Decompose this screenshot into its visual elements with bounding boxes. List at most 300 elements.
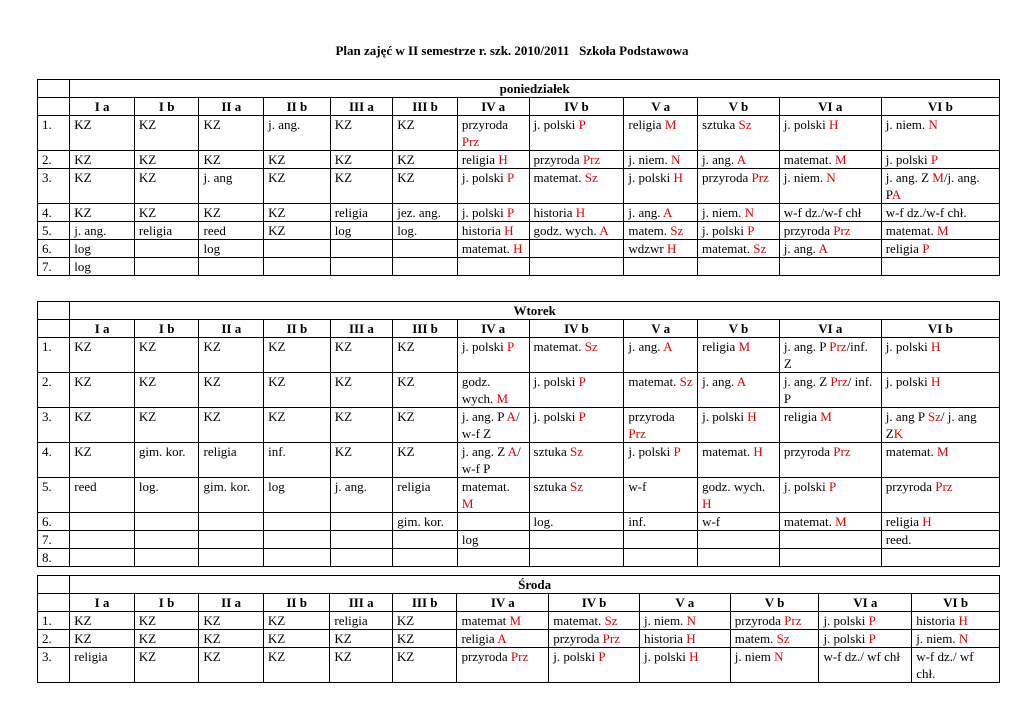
subject-name: inf. [268, 444, 286, 459]
lesson-cell [529, 240, 624, 258]
class-header-row [38, 98, 1000, 116]
lesson-cell [779, 169, 881, 204]
lesson-cell [698, 549, 780, 567]
lesson-cell [457, 116, 529, 151]
lesson-cell [457, 338, 529, 373]
lesson-cell [881, 204, 999, 222]
subject-name: KZ [334, 170, 353, 185]
lesson-cell [264, 222, 331, 240]
subject-name: KZ [74, 409, 92, 424]
lesson-cell [134, 338, 199, 373]
subject-name: gim. kor. [397, 514, 444, 529]
subject-name: j. niem. [916, 631, 956, 646]
teacher-code: P [578, 409, 586, 424]
lesson-cell [730, 612, 819, 630]
lesson-cell [881, 443, 999, 478]
teacher-code: H [575, 205, 586, 220]
subject-name: j. ang. Z [783, 374, 828, 389]
day-row [38, 302, 1000, 320]
lesson-cell [624, 478, 698, 513]
lesson-number: 5. [38, 478, 70, 513]
lesson-cell [779, 338, 881, 373]
class-column-header: I b [134, 98, 199, 116]
lesson-cell [330, 443, 393, 478]
lesson-cell [779, 513, 881, 531]
subject-name: sztuka [702, 117, 736, 132]
teacher-code: H [702, 496, 712, 511]
subject-name: KZ [334, 374, 353, 389]
lesson-number: 2. [38, 373, 70, 408]
subject-name: KZ [74, 205, 92, 220]
lesson-cell [393, 443, 458, 478]
subject-name: jez. ang. [397, 205, 441, 220]
subject-name: przyroda [461, 649, 508, 664]
lesson-cell [779, 151, 881, 169]
lesson-row [38, 408, 1000, 443]
subject-name: j. polski [702, 409, 744, 424]
subject-name: j. niem [734, 649, 771, 664]
subject-name: reed. [885, 532, 912, 547]
lesson-row [38, 612, 1000, 630]
lesson-cell [70, 204, 135, 222]
page-title: Plan zajęć w II semestrze r. szk. 2010/2011 Szkoła Podstawowa [335, 43, 689, 58]
teacher-code: A [736, 374, 747, 389]
lesson-cell [199, 630, 264, 648]
day-row [38, 80, 1000, 98]
lesson-cell [263, 630, 330, 648]
lesson-cell [698, 478, 780, 513]
subject-name: godz. wych. [533, 223, 597, 238]
day-header: poniedziałek [70, 80, 1000, 98]
lesson-cell [330, 513, 393, 531]
lesson-cell [549, 648, 640, 683]
lesson-cell [457, 258, 529, 276]
teacher-code: Sz [604, 613, 618, 628]
lesson-cell [199, 222, 264, 240]
lesson-cell [330, 169, 393, 204]
subject-name: KZ [74, 444, 92, 459]
class-column-header: IV b [529, 98, 624, 116]
lesson-cell [457, 240, 529, 258]
lesson-cell [70, 648, 135, 683]
lesson-cell [264, 531, 331, 549]
lesson-cell [698, 151, 780, 169]
subject-name: KZ [396, 613, 415, 628]
subject-name: j. ang. [268, 117, 301, 132]
teacher-code: P [598, 649, 606, 664]
subject-name: KZ [203, 409, 221, 424]
teacher-code: P [828, 479, 837, 494]
lesson-row [38, 630, 1000, 648]
subject-name: inf. [628, 514, 647, 529]
lesson-cell [70, 443, 135, 478]
lesson-cell [881, 549, 999, 567]
subject-name: j. ang. [334, 479, 367, 494]
lesson-cell [624, 222, 698, 240]
teacher-code: Sz [738, 117, 752, 132]
lesson-cell [199, 151, 264, 169]
subject-name: j. polski [823, 631, 866, 646]
lesson-number: 2. [38, 630, 70, 648]
subject-name: j. polski [533, 409, 576, 424]
subject-name: KZ [74, 631, 92, 646]
subject-name: j. niem. [885, 117, 926, 132]
class-column-header: I a [70, 594, 135, 612]
subject-name: matemat. [702, 444, 751, 459]
lesson-cell [199, 531, 264, 549]
class-column-header: III a [330, 98, 393, 116]
lesson-cell [529, 513, 624, 531]
teacher-code: M [835, 514, 847, 529]
day-header: Środa [70, 576, 1000, 594]
lesson-row [38, 240, 1000, 258]
subject-name: / inf. P [783, 374, 873, 406]
lesson-cell [549, 630, 640, 648]
lesson-number: 1. [38, 338, 70, 373]
lesson-row [38, 338, 1000, 373]
teacher-code: P [922, 241, 930, 256]
lesson-cell [70, 513, 135, 531]
subject-name: KZ [396, 649, 415, 664]
teacher-code: A [497, 631, 507, 646]
lesson-cell [624, 169, 698, 204]
teacher-code: Prz [833, 444, 851, 459]
subject-name: KZ [397, 374, 415, 389]
subject-name: log [203, 241, 221, 256]
subject-name: matemat. [461, 479, 510, 494]
subject-name: log [74, 241, 91, 256]
subject-name: KZ [203, 374, 221, 389]
row-number-cell [38, 594, 70, 612]
subject-name: j. polski [643, 649, 686, 664]
lesson-cell [624, 531, 698, 549]
subject-name: j. polski [628, 444, 671, 459]
lesson-cell [264, 443, 331, 478]
row-number-cell [38, 320, 70, 338]
lesson-cell [549, 612, 640, 630]
teacher-code: Sz [670, 223, 684, 238]
lesson-number: 7. [38, 531, 70, 549]
subject-name: /j. ang. P [885, 170, 980, 202]
teacher-code: H [513, 241, 523, 256]
lesson-cell [881, 373, 999, 408]
lesson-cell [698, 240, 780, 258]
teacher-code: Sz [679, 374, 693, 389]
subject-name: KZ [74, 170, 92, 185]
teacher-code: P [747, 223, 755, 238]
lesson-cell [264, 549, 331, 567]
subject-name: KZ [74, 613, 92, 628]
subject-name: KZ [268, 170, 286, 185]
subject-name: matem. [628, 223, 667, 238]
lesson-cell [70, 630, 135, 648]
lesson-cell [70, 258, 135, 276]
lesson-row [38, 513, 1000, 531]
class-column-header: IV a [457, 320, 529, 338]
class-column-header: III b [392, 594, 457, 612]
lesson-cell [199, 373, 264, 408]
subject-name: KZ [74, 339, 92, 354]
lesson-cell [70, 531, 135, 549]
lesson-cell [779, 549, 881, 567]
lesson-cell [392, 630, 457, 648]
lesson-number: 6. [38, 513, 70, 531]
lesson-cell [698, 116, 780, 151]
lesson-cell [264, 338, 331, 373]
lesson-cell [70, 222, 135, 240]
subject-name: KZ [203, 339, 221, 354]
subject-name: matemat. [461, 241, 510, 256]
lesson-cell [698, 373, 780, 408]
lesson-cell [779, 116, 881, 151]
lesson-cell [393, 258, 458, 276]
lesson-cell [624, 338, 698, 373]
lesson-cell [134, 222, 199, 240]
lesson-number: 6. [38, 240, 70, 258]
lesson-cell [70, 408, 135, 443]
subject-name: przyroda [533, 152, 580, 167]
subject-name: log [268, 479, 285, 494]
lesson-cell [529, 204, 624, 222]
subject-name: reed [203, 223, 226, 238]
teacher-code: A [599, 223, 609, 238]
lesson-cell [624, 549, 698, 567]
lesson-cell [819, 612, 912, 630]
lesson-cell [264, 151, 331, 169]
subject-name: KZ [268, 374, 286, 389]
subject-name: j. polski [533, 374, 576, 389]
teacher-code: A [507, 444, 518, 459]
subject-name: KZ [138, 409, 157, 424]
row-number-cell [38, 80, 70, 98]
teacher-code: Sz [584, 339, 598, 354]
teacher-code: Prz [935, 479, 953, 494]
subject-name: j. ang. P [783, 339, 826, 354]
subject-name: w-f [628, 479, 647, 494]
lesson-cell [330, 204, 393, 222]
lesson-cell [199, 116, 264, 151]
lesson-row [38, 169, 1000, 204]
lesson-cell [457, 443, 529, 478]
class-column-header: VI a [779, 98, 881, 116]
teacher-code: P [507, 339, 515, 354]
lesson-cell [529, 408, 624, 443]
lesson-cell [393, 531, 458, 549]
teacher-code: K [893, 426, 904, 441]
lesson-cell [912, 648, 1000, 683]
teacher-code: N [826, 170, 836, 185]
lesson-cell [392, 648, 457, 683]
subject-name: historia [916, 613, 956, 628]
teacher-code: M [820, 409, 832, 424]
teacher-code: Prz [510, 649, 529, 664]
lesson-row [38, 222, 1000, 240]
lesson-cell [199, 204, 264, 222]
subject-name: przyroda [783, 223, 830, 238]
subject-name: KZ [138, 170, 157, 185]
class-column-header: V a [624, 320, 698, 338]
lesson-number: 8. [38, 549, 70, 567]
teacher-code: H [689, 649, 699, 664]
class-column-header: VI a [779, 320, 881, 338]
lesson-cell [134, 513, 199, 531]
lesson-cell [134, 630, 199, 648]
lesson-row [38, 531, 1000, 549]
subject-name: j. polski [783, 117, 826, 132]
subject-name: w-f [702, 514, 721, 529]
subject-name: KZ [138, 117, 157, 132]
subject-name: KZ [138, 339, 157, 354]
lesson-cell [624, 204, 698, 222]
lesson-cell [393, 338, 458, 373]
lesson-cell [392, 612, 457, 630]
class-column-header: IV b [549, 594, 640, 612]
subject-name: KZ [334, 649, 352, 664]
lesson-cell [393, 408, 458, 443]
class-column-header: IV a [457, 98, 529, 116]
subject-name: godz. wych. [461, 374, 494, 406]
subject-name: j. polski [461, 205, 504, 220]
teacher-code: Prz [833, 223, 851, 238]
lesson-cell [457, 373, 529, 408]
lesson-cell [199, 513, 264, 531]
teacher-code: P [673, 444, 681, 459]
subject-name: KZ [397, 170, 415, 185]
teacher-code: N [744, 205, 755, 220]
lesson-number: 1. [38, 116, 70, 151]
teacher-code: A [663, 205, 673, 220]
subject-name: KZ [268, 223, 286, 238]
lesson-cell [330, 408, 393, 443]
class-column-header: V b [698, 320, 780, 338]
lesson-cell [529, 443, 624, 478]
lesson-cell [264, 240, 331, 258]
subject-name: KZ [334, 444, 353, 459]
subject-name: sztuka [533, 444, 567, 459]
subject-name: j. ang. P [461, 409, 504, 424]
subject-name: j. ang. [702, 152, 735, 167]
subject-name: matemat. [553, 613, 602, 628]
lesson-cell [199, 612, 264, 630]
teacher-code: M [936, 223, 949, 238]
lesson-cell [199, 169, 264, 204]
lesson-cell [264, 478, 331, 513]
lesson-cell [199, 549, 264, 567]
subject-name: j. polski [553, 649, 596, 664]
subject-name: KZ [268, 152, 286, 167]
lesson-row [38, 258, 1000, 276]
teacher-code: Prz [830, 374, 848, 389]
subject-name: KZ [203, 631, 221, 646]
lesson-cell [779, 531, 881, 549]
teacher-code: M [835, 152, 847, 167]
lesson-number: 1. [38, 612, 70, 630]
class-column-header: I a [70, 320, 135, 338]
lesson-cell [779, 443, 881, 478]
lesson-cell [457, 531, 529, 549]
lesson-cell [457, 408, 529, 443]
subject-name: j. polski [823, 613, 866, 628]
lesson-row [38, 204, 1000, 222]
lesson-cell [134, 204, 199, 222]
subject-name: j. polski [533, 117, 576, 132]
teacher-code: H [667, 241, 677, 256]
teacher-code: Sz [569, 479, 583, 494]
lesson-number: 5. [38, 222, 70, 240]
subject-name: historia [533, 205, 573, 220]
subject-name: matemat. [702, 241, 751, 256]
lesson-cell [134, 373, 199, 408]
lesson-cell [393, 204, 458, 222]
lesson-number: 7. [38, 258, 70, 276]
lesson-cell [330, 116, 393, 151]
class-column-header: III b [393, 320, 458, 338]
lesson-cell [330, 373, 393, 408]
lesson-cell [881, 338, 999, 373]
lesson-cell [264, 169, 331, 204]
class-column-header: I a [70, 98, 135, 116]
lesson-cell [529, 549, 624, 567]
subject-name: KZ [138, 152, 157, 167]
lesson-number: 3. [38, 169, 70, 204]
subject-name: log [334, 223, 352, 238]
subject-name: religia [74, 649, 108, 664]
lesson-cell [624, 151, 698, 169]
teacher-code: H [747, 409, 757, 424]
subject-name: matem. [734, 631, 774, 646]
row-number-cell [38, 98, 70, 116]
lesson-cell [330, 222, 393, 240]
class-column-header: I b [134, 320, 199, 338]
subject-name: j. ang. Z [461, 444, 506, 459]
lesson-cell [393, 222, 458, 240]
subject-name: j. niem. [643, 613, 684, 628]
subject-name: KZ [138, 649, 157, 664]
lesson-cell [70, 373, 135, 408]
subject-name: KZ [138, 631, 157, 646]
subject-name: historia [461, 223, 501, 238]
subject-name: / j. ang Z [885, 409, 977, 441]
lesson-number: 4. [38, 204, 70, 222]
lesson-cell [134, 612, 199, 630]
subject-name: KZ [397, 117, 415, 132]
lesson-cell [779, 240, 881, 258]
lesson-cell [264, 116, 331, 151]
lesson-cell [698, 531, 780, 549]
lesson-cell [624, 408, 698, 443]
class-header-row [38, 594, 1000, 612]
teacher-code: Sz [753, 241, 767, 256]
subject-name: log [74, 259, 91, 274]
subject-name: j. ang [203, 170, 233, 185]
subject-name: j. ang. [628, 339, 661, 354]
subject-name: / w-f P [461, 444, 521, 476]
lesson-cell [698, 408, 780, 443]
lesson-cell [529, 373, 624, 408]
lesson-cell [134, 258, 199, 276]
class-column-header: V b [730, 594, 819, 612]
teacher-code: H [498, 152, 508, 167]
subject-name: wdzwr [628, 241, 664, 256]
teacher-code: Prz [628, 426, 646, 441]
teacher-code: N [928, 117, 938, 132]
lesson-cell [639, 648, 730, 683]
lesson-cell [529, 151, 624, 169]
teacher-code: Prz [602, 631, 620, 646]
subject-name: przyroda [628, 409, 675, 424]
lesson-cell [698, 222, 780, 240]
subject-name: j. niem. [702, 205, 742, 220]
